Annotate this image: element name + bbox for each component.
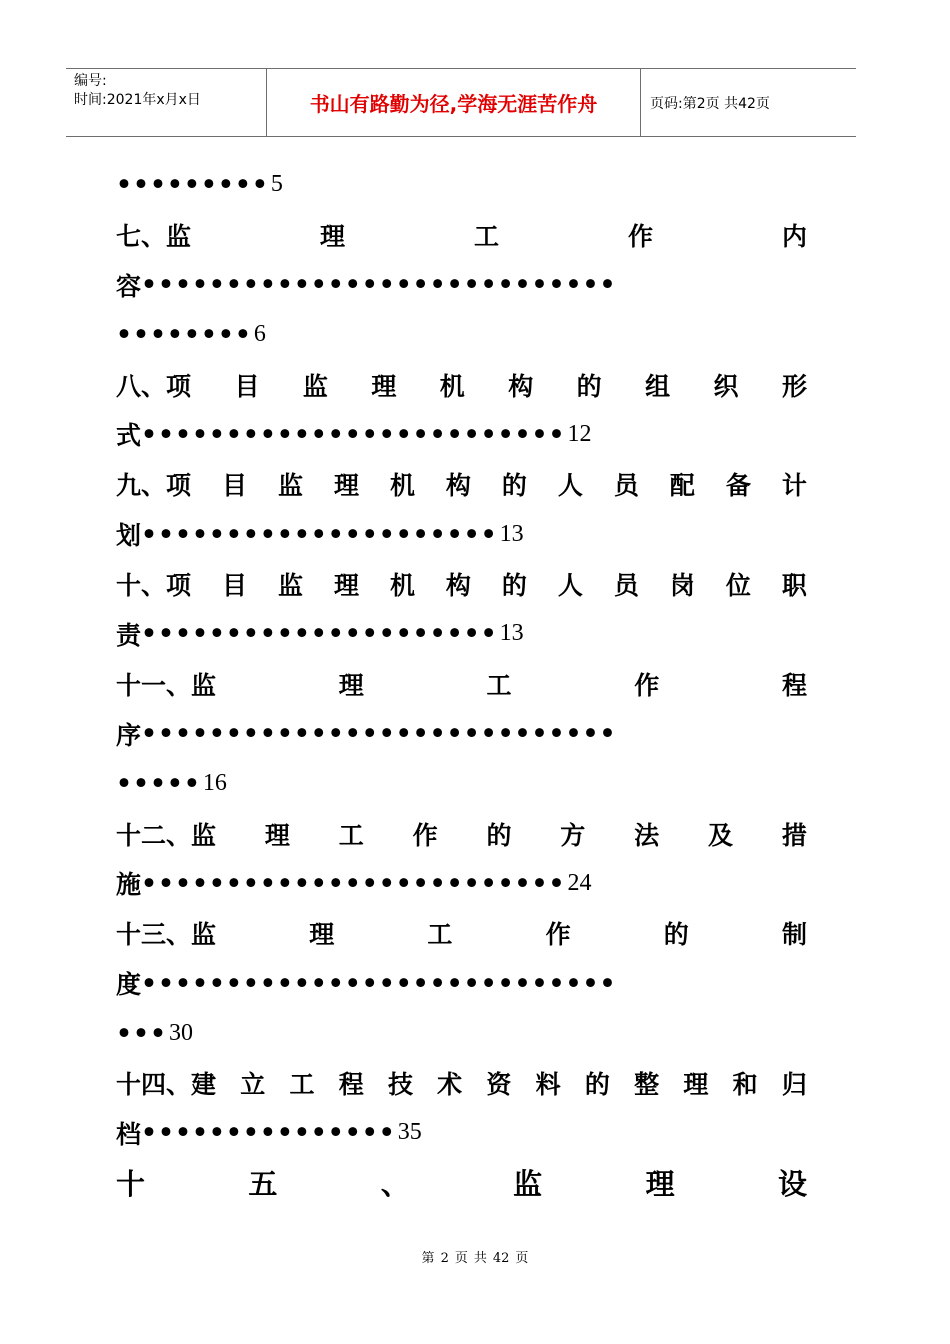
toc-title-char: 理 bbox=[319, 221, 345, 251]
toc-title-char: 构 bbox=[445, 571, 471, 601]
toc-title-char: 计 bbox=[781, 471, 807, 501]
header-motto: 书山有路勤为径,学海无涯苦作舟 bbox=[309, 92, 598, 116]
toc-title-char: 工 bbox=[338, 820, 364, 850]
toc-page-number: 30 bbox=[168, 1019, 193, 1046]
toc-page-number: 35 bbox=[397, 1119, 422, 1146]
toc-leader-dots: ••••••••••••••• bbox=[141, 1118, 396, 1148]
toc-leader-dots: ••• bbox=[116, 1018, 167, 1048]
toc-title-char: 理 bbox=[333, 471, 359, 501]
toc-title-char: 理 bbox=[645, 1167, 675, 1202]
toc-title-char: 员 bbox=[613, 571, 639, 601]
toc-title-char: 员 bbox=[613, 471, 639, 501]
footer-part: 页 bbox=[515, 1251, 529, 1266]
toc-leader-dots: •••••••••••••••••••••••••••• bbox=[141, 968, 617, 998]
toc-title-char: 八、项 bbox=[116, 371, 192, 401]
toc-title-char: 理 bbox=[264, 820, 290, 850]
toc-title-char: 的 bbox=[501, 571, 527, 601]
toc-title-char: 作 bbox=[634, 670, 660, 700]
toc-title-char: 九、项 bbox=[116, 471, 192, 501]
toc-title-char: 十一、监 bbox=[116, 670, 217, 700]
toc-title-char: 的 bbox=[576, 371, 602, 401]
toc-title-char: 的 bbox=[663, 920, 689, 950]
toc-line bbox=[116, 1008, 807, 1058]
header-divider bbox=[640, 69, 641, 136]
toc-title-char: 工 bbox=[473, 221, 499, 251]
toc-title-char: 机 bbox=[389, 471, 415, 501]
time-label: 时间:2021年x月x日 bbox=[74, 92, 201, 108]
toc-title-char: 内 bbox=[781, 221, 807, 251]
toc-line bbox=[116, 659, 807, 709]
toc-title-char: 位 bbox=[725, 571, 751, 601]
table-of-contents bbox=[116, 160, 807, 1208]
toc-title-char: 理 bbox=[683, 1069, 709, 1099]
toc-title-char: 作 bbox=[412, 820, 438, 850]
toc-title-char: 理 bbox=[333, 571, 359, 601]
toc-title-char: 备 bbox=[725, 471, 751, 501]
toc-leader-dots: ••••••••• bbox=[116, 170, 269, 200]
toc-page-number: 5 bbox=[270, 171, 283, 198]
toc-line bbox=[116, 210, 807, 260]
toc-title-tail: 度 bbox=[116, 970, 142, 1000]
toc-line bbox=[116, 1158, 807, 1208]
toc-title-char: 料 bbox=[535, 1069, 561, 1099]
toc-title-char: 理 bbox=[309, 920, 335, 950]
toc-title-char: 程 bbox=[338, 1069, 364, 1099]
toc-line bbox=[116, 958, 807, 1008]
toc-title-tail: 划 bbox=[116, 521, 142, 551]
toc-title-char: 资 bbox=[486, 1069, 512, 1099]
footer-part: 42 bbox=[492, 1251, 510, 1266]
toc-title-char: 目 bbox=[221, 471, 247, 501]
toc-leader-dots: ••••••••••••••••••••••••• bbox=[141, 868, 566, 898]
toc-line bbox=[116, 559, 807, 609]
toc-title-char: 十 bbox=[116, 1167, 146, 1202]
toc-title-char: 的 bbox=[584, 1069, 610, 1099]
toc-title-char: 机 bbox=[389, 571, 415, 601]
toc-line bbox=[116, 1058, 807, 1108]
toc-title-char: 术 bbox=[437, 1069, 463, 1099]
toc-title-char: 十三、监 bbox=[116, 920, 217, 950]
toc-line bbox=[116, 609, 807, 659]
toc-title-char: 十四、建 bbox=[116, 1069, 217, 1099]
toc-title-char: 的 bbox=[501, 471, 527, 501]
total-label: 共42页 bbox=[724, 96, 770, 112]
toc-title-char: 岗 bbox=[669, 571, 695, 601]
toc-title-char: 构 bbox=[508, 371, 534, 401]
toc-page-number: 16 bbox=[202, 770, 227, 797]
toc-title-tail: 容 bbox=[116, 271, 142, 301]
toc-line bbox=[116, 509, 807, 559]
toc-title-char: 制 bbox=[781, 920, 807, 950]
toc-title-char: 、 bbox=[380, 1167, 410, 1202]
toc-title-char: 设 bbox=[777, 1167, 807, 1202]
toc-title-char: 作 bbox=[627, 221, 653, 251]
toc-title-char: 技 bbox=[387, 1069, 413, 1099]
toc-page-number: 12 bbox=[567, 420, 592, 447]
number-label: 编号: bbox=[74, 73, 107, 89]
toc-title-char: 工 bbox=[427, 920, 453, 950]
toc-title-char: 工 bbox=[486, 670, 512, 700]
footer-part: 共 bbox=[473, 1251, 487, 1266]
footer-part: 第 bbox=[421, 1251, 435, 1266]
toc-title-char: 整 bbox=[634, 1069, 660, 1099]
toc-title-char: 法 bbox=[634, 820, 660, 850]
header-page-info bbox=[650, 93, 770, 113]
toc-line bbox=[116, 759, 807, 809]
toc-line bbox=[116, 1108, 807, 1158]
toc-line bbox=[116, 310, 807, 360]
toc-line bbox=[116, 160, 807, 210]
toc-title-char: 十二、监 bbox=[116, 820, 217, 850]
toc-line bbox=[116, 409, 807, 459]
toc-title-char: 形 bbox=[781, 371, 807, 401]
toc-title-char: 监 bbox=[513, 1167, 543, 1202]
document-header bbox=[66, 68, 856, 137]
toc-line bbox=[116, 260, 807, 310]
toc-leader-dots: •••••••• bbox=[116, 320, 252, 350]
toc-title-char: 方 bbox=[560, 820, 586, 850]
toc-leader-dots: •••••••••••••••••••••••••••• bbox=[141, 719, 617, 749]
toc-title-char: 监 bbox=[277, 471, 303, 501]
toc-title-char: 立 bbox=[240, 1069, 266, 1099]
toc-page-number: 13 bbox=[499, 620, 524, 647]
toc-leader-dots: ••••••••••••••••••••••••• bbox=[141, 419, 566, 449]
toc-title-char: 理 bbox=[338, 670, 364, 700]
toc-title-char: 工 bbox=[289, 1069, 315, 1099]
toc-title-char: 机 bbox=[439, 371, 465, 401]
toc-title-char: 七、监 bbox=[116, 221, 192, 251]
page-label: 页码:第2页 bbox=[650, 96, 720, 112]
toc-title-char: 和 bbox=[732, 1069, 758, 1099]
toc-title-char: 的 bbox=[486, 820, 512, 850]
toc-page-number: 6 bbox=[253, 321, 266, 348]
toc-title-char: 人 bbox=[557, 571, 583, 601]
toc-title-tail: 式 bbox=[116, 421, 142, 451]
toc-leader-dots: ••••• bbox=[116, 769, 201, 799]
toc-title-char: 监 bbox=[302, 371, 328, 401]
toc-title-char: 目 bbox=[234, 371, 260, 401]
toc-line bbox=[116, 709, 807, 759]
toc-title-char: 构 bbox=[445, 471, 471, 501]
toc-line bbox=[116, 360, 807, 410]
page-footer bbox=[0, 1247, 950, 1266]
toc-title-char: 作 bbox=[545, 920, 571, 950]
footer-part: 页 bbox=[454, 1251, 468, 1266]
footer-part: 2 bbox=[440, 1251, 449, 1266]
toc-title-char: 措 bbox=[781, 820, 807, 850]
header-meta bbox=[74, 72, 201, 110]
toc-title-char: 织 bbox=[713, 371, 739, 401]
toc-title-char: 及 bbox=[708, 820, 734, 850]
toc-title-tail: 序 bbox=[116, 720, 142, 750]
toc-title-char: 理 bbox=[371, 371, 397, 401]
toc-line bbox=[116, 809, 807, 859]
toc-leader-dots: •••••••••••••••••••••••••••• bbox=[141, 270, 617, 300]
toc-title-char: 职 bbox=[781, 571, 807, 601]
toc-title-char: 目 bbox=[221, 571, 247, 601]
toc-title-tail: 档 bbox=[116, 1119, 142, 1149]
toc-title-char: 程 bbox=[781, 670, 807, 700]
toc-leader-dots: ••••••••••••••••••••• bbox=[141, 519, 498, 549]
toc-line bbox=[116, 858, 807, 908]
toc-title-char: 十、项 bbox=[116, 571, 192, 601]
toc-line bbox=[116, 459, 807, 509]
toc-leader-dots: ••••••••••••••••••••• bbox=[141, 619, 498, 649]
toc-title-char: 组 bbox=[645, 371, 671, 401]
toc-page-number: 24 bbox=[567, 869, 592, 896]
toc-title-tail: 责 bbox=[116, 620, 142, 650]
toc-title-char: 监 bbox=[277, 571, 303, 601]
toc-title-char: 人 bbox=[557, 471, 583, 501]
toc-line bbox=[116, 908, 807, 958]
toc-title-char: 配 bbox=[669, 471, 695, 501]
toc-title-char: 归 bbox=[781, 1069, 807, 1099]
toc-title-tail: 施 bbox=[116, 870, 142, 900]
toc-title-char: 五 bbox=[248, 1167, 278, 1202]
toc-page-number: 13 bbox=[499, 520, 524, 547]
